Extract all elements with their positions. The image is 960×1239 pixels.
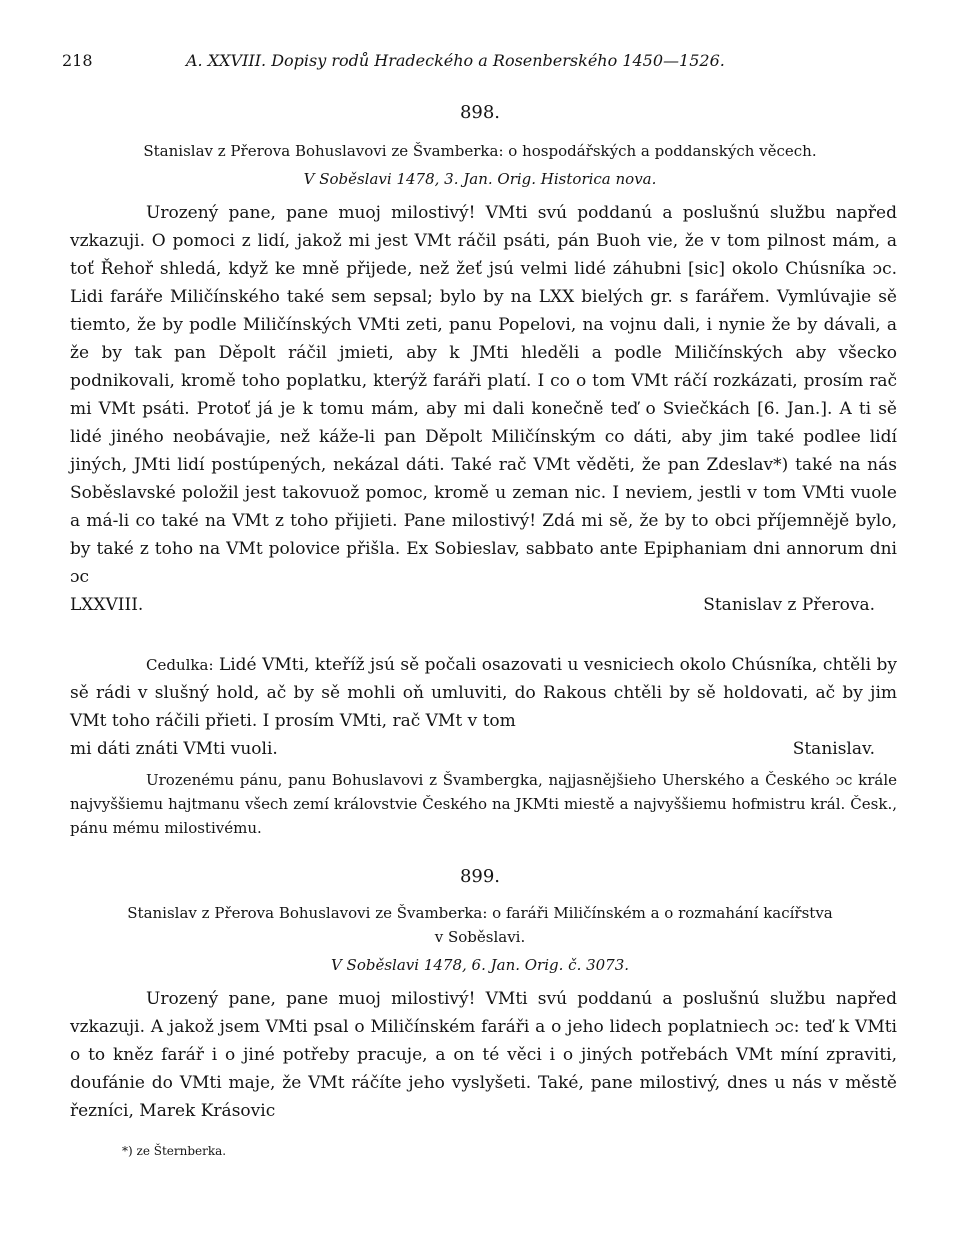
page-number: 218 bbox=[62, 51, 93, 70]
cedulka-label: Cedulka: bbox=[146, 656, 214, 674]
letter-898-closing-line bbox=[70, 591, 897, 619]
letter-899-body: Urozený pane, pane muoj milostivý! VMti svú poddanú a poslušnú službu napřed vzkazuji. A jakož jsem VMti psal o Miličínském faráři a o jeho lidech poplatniech ɔc: teď k VMti o to kněz farář i o jiné potřeby pracuje, a on té věci i o jiných potřebách VMt míní zpraviti, doufánie do VMti maje, že VMt ráčíte jeho vyslyšeti. Také, pane milostivý, dnes u nás v městě řezníci, Marek Krásovic bbox=[70, 989, 897, 1121]
letter-898-date: V Soběslavi 1478, 3. Jan. Orig. Historica nova. bbox=[303, 170, 657, 188]
cedulka-body: Lidé VMti, kteříž jsú sě počali osazovati u vesniciech okolo Chúsníka, chtěli by sě rádi v slušný hold, ač by sě mohli oň umluviti, do Rakous chtěli by sě holdovati, ač by jim VMt toho ráčili přieti. I prosím VMti, rač VMt v tom bbox=[70, 655, 897, 731]
cedulka-signature: Stanislav. bbox=[792, 739, 875, 759]
letter-899-number: 899. bbox=[459, 866, 501, 887]
letter-898-body-last: LXXVIII. bbox=[70, 595, 144, 615]
cedulka-closing-line bbox=[70, 735, 897, 763]
letter-898-signature: Stanislav z Přerova. bbox=[703, 595, 875, 615]
letter-898-body bbox=[70, 199, 897, 619]
letter-898-address: Urozenému pánu, panu Bohuslavovi z Švambergka, najjasnějšieho Uherského a Českého ɔc krále najvyššiemu hajtmanu všech zemí královstvie Českého na JKMti miestě a najvyššiemu hofmistru král. Česk., pánu mému milostivému. bbox=[70, 771, 897, 837]
letter-898-regest: Stanislav z Přerova Bohuslavovi ze Švamberka: o hospodářských a poddanských věcech. bbox=[143, 142, 817, 160]
cedulka-last-line: mi dáti znáti VMti vuoli. bbox=[70, 739, 278, 759]
letter-899-regest-line2: v Soběslavi. bbox=[434, 928, 526, 946]
letter-898-number: 898. bbox=[459, 102, 501, 123]
letter-898-cedulka bbox=[70, 651, 897, 763]
footnote: *) ze Šternberka. bbox=[122, 1144, 227, 1158]
letter-899-date: V Soběslavi 1478, 6. Jan. Orig. č. 3073. bbox=[330, 956, 630, 974]
letter-899-regest-line1: Stanislav z Přerova Bohuslavovi ze Švamberka: o faráři Miličínském a o rozmahání kacířstva bbox=[127, 904, 833, 922]
running-title: A. XXVIII. Dopisy rodů Hradeckého a Rosenberského 1450—1526. bbox=[186, 51, 725, 70]
letter-898-body-text: Urozený pane, pane muoj milostivý! VMti svú poddanú a poslušnú službu napřed vzkazuji. O pomoci z lidí, jakož mi jest VMt ráčil psáti, pán Buoh vie, že v tom pilnost mám, a toť Řehoř shledá, když ke mně přijede, než žeť jsú velmi lidé záhubni [sic] okolo Chúsníka ɔc. Lidi faráře Miličínského také sem sepsal; bylo by na LXX bielých gr. s farářem. Vymlúvajie sě tiemto, že by podle Miličínských VMti zeti, panu Popelovi, na vojnu dali, i nynie že by dávali, a že by tak pan Děpolt ráčil jmieti, aby k JMti hleděli a podle Miličínských aby všecko podnikovali, kromě toho poplatku, kterýž faráři platí. I co o tom VMt ráčí rozkázati, prosím rač mi VMt psáti. Protoť já je k tomu mám, aby mi dali konečně teď o Sviečkách [6. Jan.]. A ti sě lidé jiného neobávajie, než káže-li pan Děpolt Miličínským co dáti, aby jim také podlee lidí jiných, JMti lidí postúpených, nekázal dáti. Také rač VMt věděti, že pan Zdeslav*) také na nás Soběslavské položil jest takovuož pomoc, kromě u zeman nic. I neviem, jestli v tom VMti vuole a má-li co také na VMt z toho přijieti. Pane milostivý! Zdá mi sě, že by to obci příjemnějě bylo, by také z toho na VMt polovice přišla. Ex Sobieslav, sabbato ante Epiphaniam dni annorum dni ɔc bbox=[70, 203, 897, 587]
